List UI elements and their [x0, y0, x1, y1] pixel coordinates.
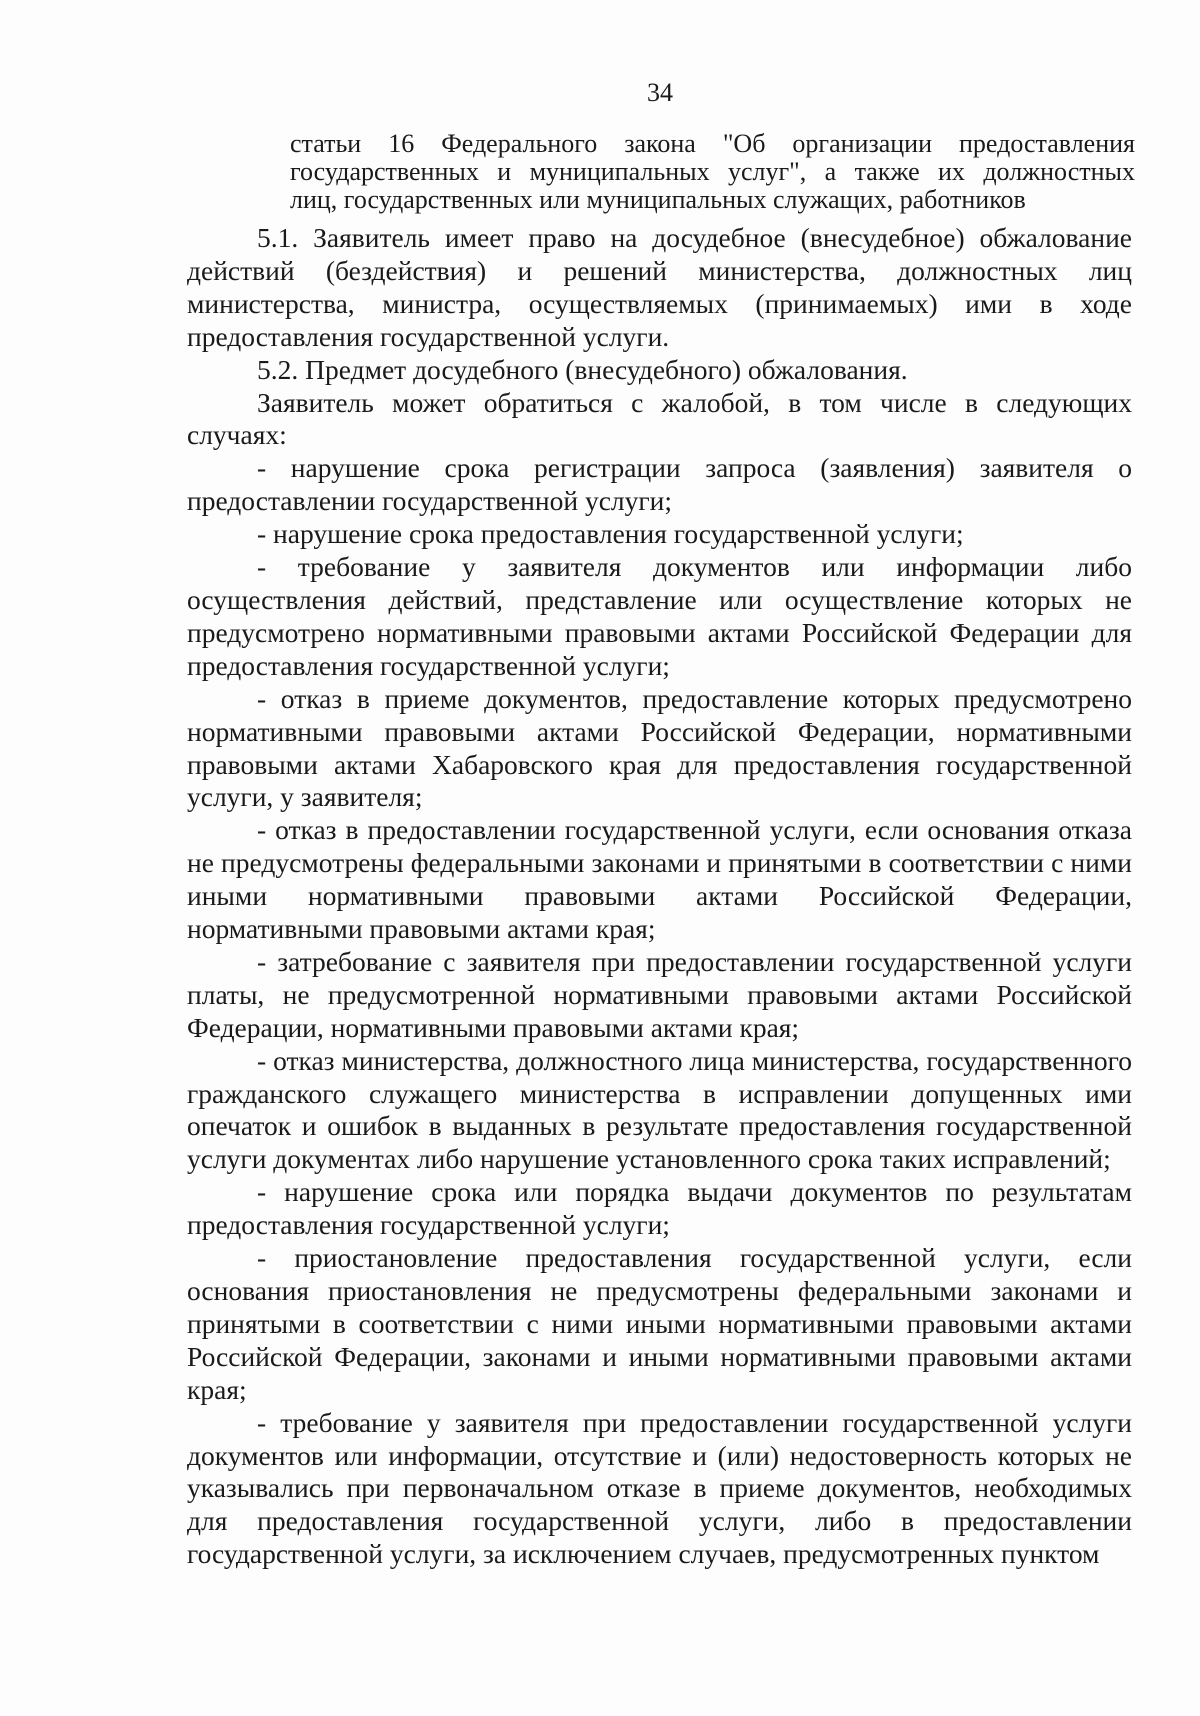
list-item: - нарушение срока регистрации запроса (заявления) заявителя о предоставлении государственной услуги;: [187, 452, 1132, 517]
paragraph-5-1: 5.1. Заявитель имеет право на досудебное (внесудебное) обжалование действий (бездействия) и решений министерства, должностных лиц министерства, министра, осуществляемых (принимаемых) ими в ходе предоставления государственной услуги.: [187, 222, 1132, 352]
list-item: - требование у заявителя документов или информации либо осуществления действий, представление или осуществление которых не предусмотрено нормативными правовыми актами Российской Федерации для предоставления государственной услуги;: [187, 551, 1132, 681]
list-item: - нарушение срока предоставления государственной услуги;: [257, 518, 964, 550]
list-item: - приостановление предоставления государственной услуги, если основания приостановления не предусмотрены федеральными законами и принятыми в соответствии с ними иными нормативными правовыми актами Российской Федерации, законами и иными нормативными правовыми актами края;: [187, 1242, 1132, 1405]
list-item: - отказ в приеме документов, предоставление которых предусмотрено нормативными правовыми актами Российской Федерации, нормативными правовыми актами Хабаровского края для предоставления государственной услуги, у заявителя;: [187, 682, 1132, 813]
document-body: [187, 222, 1132, 1571]
paragraph-intro: Заявитель может обратиться с жалобой, в том числе в следующих случаях:: [187, 386, 1132, 451]
heading-line: государственных и муниципальных услуг", а также их должностных: [290, 157, 1135, 186]
heading-line: лиц, государственных или муниципальных служащих, работников: [290, 185, 1026, 214]
section-heading: [290, 130, 1135, 214]
list-item: - затребование с заявителя при предоставлении государственной услуги платы, не предусмотренной нормативными правовыми актами Российской Федерации, нормативными правовыми актами края;: [187, 945, 1132, 1043]
heading-line: статьи 16 Федерального закона "Об организации предоставления: [290, 129, 1135, 158]
list-item: - отказ министерства, должностного лица министерства, государственного гражданского служащего министерства в исправлении допущенных ими опечаток и ошибок в выданных в результате предоставления государственной услуги документах либо нарушение установленного срока таких исправлений;: [187, 1044, 1132, 1175]
list-item: - требование у заявителя при предоставлении государственной услуги документов или информации, отсутствие и (или) недостоверность которых не указывались при первоначальном отказе в приеме документов, необходимых для предоставления государственной услуги, либо в предоставлении государственной услуги, за исключением случаев, предусмотренных пунктом: [187, 1406, 1132, 1570]
list-item: - отказ в предоставлении государственной услуги, если основания отказа не предусмотрены федеральными законами и принятыми в соответствии с ними иными нормативными правовыми актами Российской Федерации, нормативными правовыми актами края;: [187, 814, 1132, 945]
page-number: 34: [647, 78, 673, 107]
paragraph-5-2: 5.2. Предмет досудебного (внесудебного) обжалования.: [257, 353, 908, 385]
list-item: - нарушение срока или порядка выдачи документов по результатам предоставления государственной услуги;: [187, 1176, 1132, 1241]
